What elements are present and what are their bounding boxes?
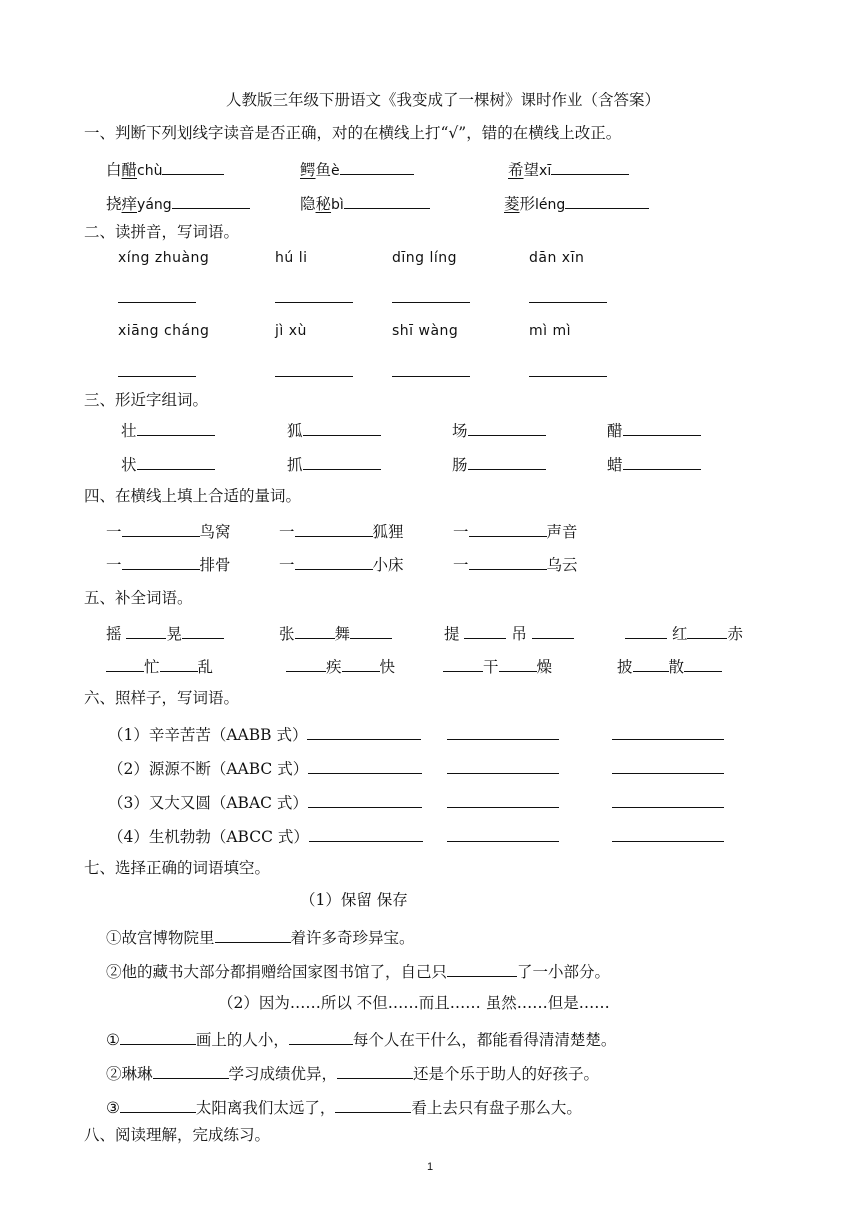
s5-item: 张 舞	[279, 621, 392, 644]
page-title: 人教版三年级下册语文《我变成了一棵树》课时作业（含答案）	[226, 91, 661, 109]
answer-blank[interactable]	[612, 756, 724, 774]
s5-item: 披 散	[617, 654, 722, 677]
s1-item-3: 希望xī	[508, 157, 629, 180]
answer-blank[interactable]	[295, 552, 373, 570]
s6-row: （4）生机勃勃（ABCC 式）	[108, 824, 423, 847]
answer-blank[interactable]	[447, 959, 517, 977]
s5-item: 忙 乱	[106, 654, 213, 677]
answer-blank[interactable]	[335, 1095, 411, 1113]
answer-blank[interactable]	[126, 621, 166, 639]
s3-item: 抓	[287, 452, 381, 475]
answer-blank[interactable]	[344, 191, 430, 209]
s3-item: 场	[452, 418, 546, 441]
answer-blank[interactable]	[309, 824, 423, 842]
s7-question: ②他的藏书大部分都捐赠给国家图书馆了，自己只 了一小部分。	[106, 959, 610, 982]
s1-item-5: 隐秘bì	[300, 191, 430, 214]
answer-blank[interactable]	[160, 654, 198, 672]
answer-blank[interactable]	[286, 654, 326, 672]
s4-item: 一 声音	[453, 519, 578, 542]
answer-blank[interactable]	[350, 621, 392, 639]
s7-subheading-2: （2）因为……所以 不但……而且…… 虽然……但是……	[218, 994, 610, 1012]
answer-blank[interactable]	[623, 418, 701, 436]
section-7-heading: 七、选择正确的词语填空。	[84, 859, 271, 877]
pinyin: shī wàng	[392, 323, 459, 339]
s1-item-2: 鳄鱼è	[300, 157, 414, 180]
answer-blank[interactable]	[633, 654, 669, 672]
answer-blank[interactable]	[215, 925, 291, 943]
s4-item: 一 鸟窝	[106, 519, 231, 542]
s4-item: 一 乌云	[453, 552, 578, 575]
s7-question: ①故宫博物院里 着许多奇珍异宝。	[106, 925, 415, 948]
answer-blank[interactable]	[303, 452, 381, 470]
s3-item: 壮	[121, 418, 215, 441]
answer-blank[interactable]	[308, 790, 422, 808]
answer-blank[interactable]	[162, 157, 224, 175]
section-3-heading: 三、形近字组词。	[84, 391, 209, 409]
answer-blank[interactable]	[447, 790, 559, 808]
answer-blank[interactable]	[612, 824, 724, 842]
answer-blank[interactable]	[275, 285, 353, 303]
answer-blank[interactable]	[118, 285, 196, 303]
answer-blank[interactable]	[684, 654, 722, 672]
answer-blank[interactable]	[106, 654, 144, 672]
section-6-heading: 六、照样子，写词语。	[84, 689, 240, 707]
s7-question: ① 画上的人小， 每个人在干什么，都能看得清清楚楚。	[106, 1027, 616, 1050]
pinyin: hú li	[275, 250, 308, 266]
s1-item-6: 菱形léng	[504, 191, 649, 214]
pinyin: dīng líng	[392, 250, 458, 266]
answer-blank[interactable]	[447, 756, 559, 774]
answer-blank[interactable]	[612, 722, 724, 740]
answer-blank[interactable]	[308, 756, 422, 774]
section-8-heading: 八、阅读理解，完成练习。	[84, 1126, 271, 1144]
answer-blank[interactable]	[464, 621, 506, 639]
s5-item: 干 燥	[443, 654, 552, 677]
s5-item: 红 赤	[625, 621, 743, 644]
s1-item-1: 白醋chù	[106, 157, 224, 180]
s1-item-4: 挠痒yáng	[106, 191, 250, 214]
answer-blank[interactable]	[137, 418, 215, 436]
answer-blank[interactable]	[468, 418, 546, 436]
answer-blank[interactable]	[623, 452, 701, 470]
section-2-heading: 二、读拼音，写词语。	[84, 223, 240, 241]
page-number: 1	[427, 1161, 434, 1173]
pinyin: xíng zhuàng	[118, 250, 210, 266]
s5-item: 摇 晃	[106, 621, 224, 644]
answer-blank[interactable]	[120, 1095, 196, 1113]
answer-blank[interactable]	[687, 621, 727, 639]
section-4-heading: 四、在横线上填上合适的量词。	[84, 487, 302, 505]
answer-blank[interactable]	[337, 1061, 413, 1079]
answer-blank[interactable]	[118, 359, 196, 377]
s7-subheading-1: （1）保留 保存	[300, 891, 408, 909]
s3-item: 狐	[287, 418, 381, 441]
pinyin: xiāng cháng	[118, 323, 210, 339]
answer-blank[interactable]	[137, 452, 215, 470]
answer-blank[interactable]	[499, 654, 537, 672]
answer-blank[interactable]	[303, 418, 381, 436]
answer-blank[interactable]	[443, 654, 483, 672]
pinyin: jì xù	[275, 323, 307, 339]
answer-blank[interactable]	[340, 157, 414, 175]
pinyin: dān xīn	[529, 250, 585, 266]
answer-blank[interactable]	[153, 1061, 229, 1079]
answer-blank[interactable]	[469, 552, 547, 570]
answer-blank[interactable]	[532, 621, 574, 639]
answer-blank[interactable]	[122, 552, 200, 570]
answer-blank[interactable]	[447, 824, 559, 842]
s4-item: 一 狐狸	[279, 519, 404, 542]
answer-blank[interactable]	[392, 359, 470, 377]
s5-item: 疾 快	[286, 654, 395, 677]
s7-question: ③ 太阳离我们太远了， 看上去只有盘子那么大。	[106, 1095, 582, 1118]
answer-blank[interactable]	[529, 359, 607, 377]
answer-blank[interactable]	[529, 285, 607, 303]
answer-blank[interactable]	[565, 191, 649, 209]
answer-blank[interactable]	[275, 359, 353, 377]
s3-item: 蜡	[607, 452, 701, 475]
answer-blank[interactable]	[468, 452, 546, 470]
answer-blank[interactable]	[295, 621, 335, 639]
answer-blank[interactable]	[289, 1027, 353, 1045]
answer-blank[interactable]	[182, 621, 224, 639]
s4-item: 一 小床	[279, 552, 404, 575]
section-5-heading: 五、补全词语。	[84, 589, 193, 607]
answer-blank[interactable]	[307, 722, 421, 740]
pinyin: mì mì	[529, 323, 572, 339]
answer-blank[interactable]	[122, 519, 200, 537]
s6-row: （2）源源不断（AABC 式）	[108, 756, 422, 779]
s3-item: 肠	[452, 452, 546, 475]
answer-blank[interactable]	[625, 621, 667, 639]
s4-item: 一 排骨	[106, 552, 231, 575]
answer-blank[interactable]	[295, 519, 373, 537]
s7-question: ②琳琳 学习成绩优异， 还是个乐于助人的好孩子。	[106, 1061, 599, 1084]
answer-blank[interactable]	[612, 790, 724, 808]
answer-blank[interactable]	[392, 285, 470, 303]
answer-blank[interactable]	[172, 191, 250, 209]
s3-item: 醋	[607, 418, 701, 441]
answer-blank[interactable]	[469, 519, 547, 537]
s6-row: （3）又大又圆（ABAC 式）	[108, 790, 422, 813]
section-1-heading: 一、判断下列划线字读音是否正确，对的在横线上打“√”，错的在横线上改正。	[84, 124, 622, 142]
answer-blank[interactable]	[447, 722, 559, 740]
s3-item: 状	[121, 452, 215, 475]
s6-row: （1）辛辛苦苦（AABB 式）	[108, 722, 421, 745]
answer-blank[interactable]	[120, 1027, 196, 1045]
answer-blank[interactable]	[342, 654, 380, 672]
answer-blank[interactable]	[551, 157, 629, 175]
s5-item: 提 吊	[444, 621, 574, 644]
